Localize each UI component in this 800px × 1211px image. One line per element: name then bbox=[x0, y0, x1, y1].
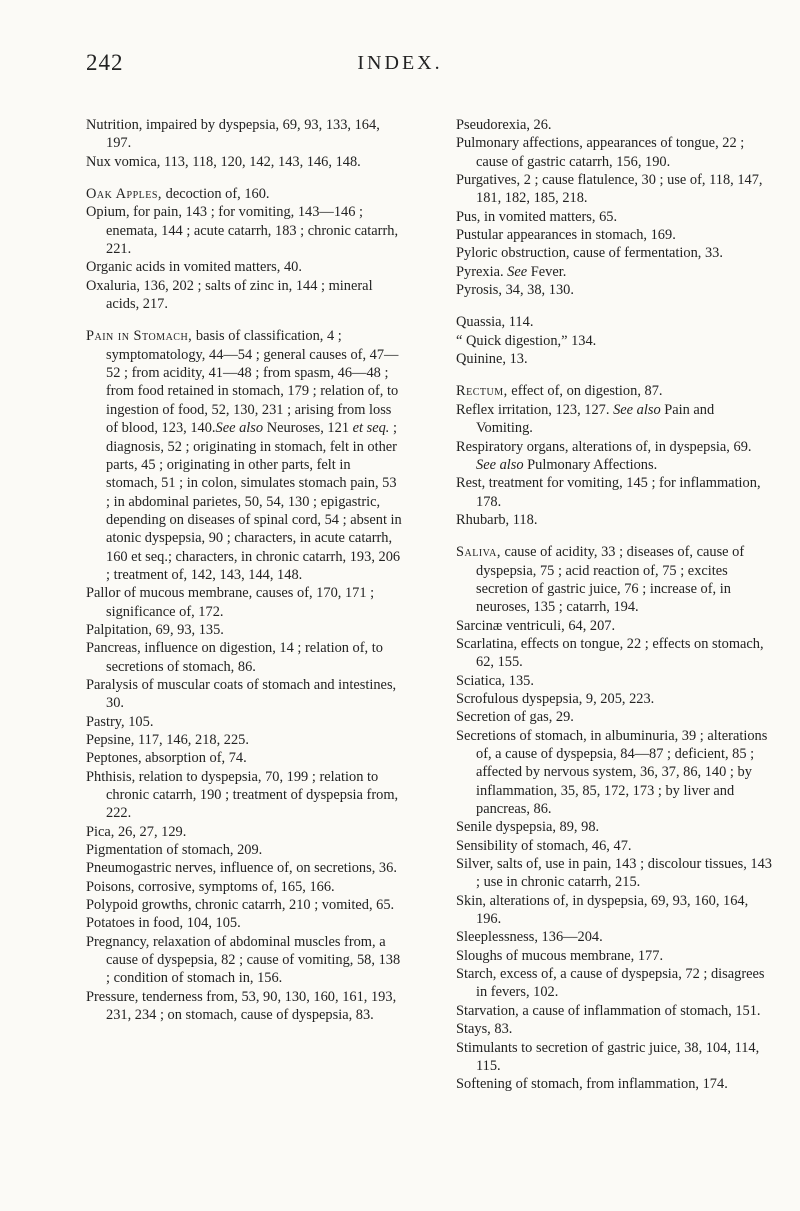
entry-text: tenderness from, 53, 90, 130, 160, 161, 193, 231, 234 ; on stomach, cause of dyspepsia, 83. bbox=[106, 988, 397, 1024]
entry-after: Neuroses, 121 bbox=[263, 420, 353, 437]
entry-head: Oxaluria, bbox=[86, 277, 140, 294]
entry-text: dyspepsia, 89, 98. bbox=[491, 819, 600, 836]
entry-text: of stomach, from inflammation, 174. bbox=[511, 1076, 728, 1093]
index-entry bbox=[86, 896, 404, 914]
index-entry bbox=[456, 171, 774, 208]
entry-head: Starch, bbox=[456, 966, 497, 983]
entry-head: Pregnancy, bbox=[86, 933, 150, 950]
entry-text: ventriculi, 64, 207. bbox=[502, 617, 616, 634]
entry-head: Quassia, bbox=[456, 314, 506, 331]
entry-head: Palpitation, bbox=[86, 621, 152, 638]
entry-etseq: et seq. bbox=[352, 420, 390, 437]
entry-head: Rectum, bbox=[456, 383, 508, 400]
entry-text: 83. bbox=[490, 1021, 513, 1038]
index-entry bbox=[456, 892, 774, 929]
index-entry bbox=[86, 914, 404, 932]
entry-text: 26. bbox=[529, 117, 552, 133]
entry-head: Rest, bbox=[456, 475, 486, 492]
entry-head: “ Quick bbox=[456, 332, 502, 349]
entry-text: 136, 202 ; salts of zinc in, 144 ; mineral acids, 217. bbox=[106, 277, 373, 313]
index-entry bbox=[86, 768, 404, 823]
index-entry bbox=[86, 277, 404, 314]
entry-text: of stomach, 46, 47. bbox=[517, 837, 632, 854]
entry-text: 117, 146, 218, 225. bbox=[134, 732, 249, 748]
entry-text: 114. bbox=[505, 314, 534, 331]
index-entry bbox=[86, 153, 404, 171]
index-entry bbox=[86, 859, 404, 877]
entry-text: influence on digestion, 14 ; relation of, to secretions of stomach, 86. bbox=[106, 640, 383, 675]
index-entry bbox=[456, 350, 774, 368]
entry-text: 135. bbox=[505, 672, 534, 689]
entry-head: Rhubarb, bbox=[456, 511, 510, 528]
entry-head: Poisons, bbox=[86, 878, 135, 895]
index-entry bbox=[86, 327, 404, 584]
entry-text: of mucous membrane, 177. bbox=[502, 947, 664, 964]
entry-text: corrosive, symptoms of, 165, 166. bbox=[134, 878, 335, 895]
entry-text: 136—204. bbox=[537, 929, 603, 946]
entry-head: Scrofulous bbox=[456, 690, 519, 707]
index-entry bbox=[456, 116, 774, 134]
entry-head: Pica, bbox=[86, 823, 115, 840]
entry-text: alterations of, in dyspepsia, 69, 93, 160, 164, 196. bbox=[476, 892, 749, 928]
entry-text: acids in vomited matters, 40. bbox=[132, 259, 302, 276]
entry-head: Opium, bbox=[86, 204, 130, 221]
entry-head: Scarlatina, bbox=[456, 635, 518, 652]
index-entry bbox=[456, 947, 774, 965]
entry-head: Pustular bbox=[456, 227, 504, 244]
entry-text: a cause of inflammation of stomach, 151. bbox=[518, 1002, 761, 1019]
entry-head: Pressure, bbox=[86, 988, 139, 1005]
index-entry bbox=[86, 203, 404, 258]
index-entry bbox=[456, 1039, 774, 1076]
index-entry bbox=[86, 116, 404, 153]
entry-head: Pyrosis, bbox=[456, 282, 502, 299]
entry-head: Pyloric bbox=[456, 245, 498, 262]
index-entry bbox=[86, 185, 404, 203]
index-entry bbox=[456, 672, 774, 690]
entry-text: 118. bbox=[509, 511, 538, 528]
index-entry bbox=[456, 635, 774, 672]
entry-head: Pseudorexia, bbox=[456, 117, 530, 133]
entry-text: obstruction, cause of fermentation, 33. bbox=[497, 245, 723, 262]
entry-text: growths, chronic catarrh, 210 ; vomited, 65. bbox=[137, 897, 395, 914]
entry-head: Reflex bbox=[456, 401, 495, 418]
index-entry bbox=[456, 134, 774, 171]
index-entry bbox=[86, 584, 404, 621]
entry-head: Polypoid bbox=[86, 897, 138, 914]
entry-text: effects on tongue, 22 ; effects on stomach, 62, 155. bbox=[476, 635, 764, 671]
index-entry bbox=[86, 988, 404, 1025]
entry-text: cause of acidity, 33 ; diseases of, cause of dyspepsia, 75 ; acid reaction of, 75 ; excites secretion of gastric juice, 76 ; increase of, in neuroses, 135 ; catarrh, 194. bbox=[476, 544, 745, 616]
entry-text: impaired by dyspepsia, 69, 93, 133, 164, 197. bbox=[106, 117, 380, 152]
entry-after: Pulmonary Affections. bbox=[523, 456, 658, 473]
index-entry bbox=[456, 474, 774, 511]
entry-see: See also bbox=[215, 420, 264, 437]
entry-text: salts of, use in pain, 143 ; discolour tissues, 143 ; use in chronic catarrh, 215. bbox=[476, 856, 773, 891]
index-entry bbox=[456, 438, 774, 475]
entry-text: in food, 104, 105. bbox=[134, 915, 241, 932]
entry-see: See also bbox=[613, 401, 661, 418]
entry-head: Paralysis bbox=[86, 676, 138, 693]
index-entry bbox=[86, 731, 404, 749]
entry-head: Starvation, bbox=[456, 1002, 519, 1019]
entry-text: of stomach, 209. bbox=[162, 842, 263, 859]
entry-text: absorption of, 74. bbox=[141, 750, 247, 767]
index-entry bbox=[86, 713, 404, 731]
entry-text: 105. bbox=[124, 713, 154, 730]
index-entry bbox=[86, 621, 404, 639]
entry-head: Secretions bbox=[456, 727, 516, 744]
entry-head: Sleeplessness, bbox=[456, 929, 538, 946]
entry-text: 26, 27, 129. bbox=[114, 823, 187, 840]
entry-text: of muscular coats of stomach and intestines, 30. bbox=[106, 676, 397, 712]
index-entry bbox=[456, 708, 774, 726]
entry-text: to secretion of gastric juice, 38, 104, 114, 115. bbox=[476, 1039, 760, 1074]
entry-text: decoction of, 160. bbox=[162, 186, 270, 203]
entry-text: 69, 93, 135. bbox=[151, 621, 224, 638]
entry-text: organs, alterations of, in dyspepsia, 69. bbox=[523, 438, 752, 455]
index-entry bbox=[86, 676, 404, 713]
index-entry bbox=[86, 841, 404, 859]
index-entry bbox=[86, 878, 404, 896]
entry-text: effect of, on digestion, 87. bbox=[507, 383, 663, 400]
entry-head: Pyrexia. bbox=[456, 263, 504, 280]
entry-head: Nux bbox=[86, 153, 111, 170]
index-entry bbox=[86, 823, 404, 841]
index-entry bbox=[86, 933, 404, 988]
index-column-left bbox=[86, 116, 404, 1025]
index-entry bbox=[456, 727, 774, 819]
index-entry bbox=[456, 226, 774, 244]
index-entry bbox=[456, 313, 774, 331]
index-entry bbox=[456, 511, 774, 529]
entry-head: Phthisis, bbox=[86, 768, 136, 785]
entry-head: Senile bbox=[456, 819, 492, 836]
entry-head: Organic bbox=[86, 259, 133, 276]
running-title: INDEX. bbox=[357, 52, 443, 74]
index-entry bbox=[456, 382, 774, 400]
index-entry bbox=[456, 244, 774, 262]
index-entry bbox=[456, 928, 774, 946]
index-entry bbox=[456, 543, 774, 616]
entry-head: Pepsine, bbox=[86, 732, 135, 748]
entry-head: Potatoes bbox=[86, 915, 135, 932]
entry-head: Softening bbox=[456, 1076, 512, 1093]
entry-head: Sloughs bbox=[456, 947, 503, 964]
entry-after: Fever. bbox=[527, 263, 567, 280]
page-number: 242 bbox=[86, 50, 124, 75]
entry-after: Pain and Vomiting. bbox=[476, 401, 715, 437]
entry-head: Pus, bbox=[456, 208, 481, 225]
entry-text: 34, 38, 130. bbox=[501, 282, 574, 299]
index-entry bbox=[456, 1020, 774, 1038]
entry-head: Peptones, bbox=[86, 750, 142, 767]
entry-text: excess of, a cause of dyspepsia, 72 ; disagrees in fevers, 102. bbox=[476, 966, 765, 1001]
entry-text: of gas, 29. bbox=[510, 709, 574, 726]
entry-head: Pain in Stomach, bbox=[86, 328, 193, 345]
entry-see: See bbox=[507, 263, 528, 280]
index-entry bbox=[86, 258, 404, 276]
entry-text: of mucous membrane, causes of, 170, 171 ; significance of, 172. bbox=[106, 585, 375, 620]
entry-text: treatment for vomiting, 145 ; for inflammation, 178. bbox=[476, 475, 761, 510]
index-entry bbox=[456, 965, 774, 1002]
index-entry bbox=[456, 401, 774, 438]
index-entry bbox=[456, 1075, 774, 1093]
entry-text: of stomach, in albuminuria, 39 ; alterations of, a cause of dyspepsia, 84—87 ; deficient, 85 ; affected by nervous system, 36, 37, 86, 140 ; by inflammation, 35, 85, 172, 173 ; by liver and pancreas, 86. bbox=[476, 727, 768, 818]
index-entry bbox=[86, 639, 404, 676]
entry-text: irritation, 123, 127. bbox=[494, 401, 614, 418]
entry-head: Pulmonary bbox=[456, 135, 520, 152]
entry-head: Pneumogastric bbox=[86, 860, 172, 877]
entry-text: vomica, 113, 118, 120, 142, 143, 146, 148. bbox=[110, 153, 361, 170]
entry-head: Saliva, bbox=[456, 544, 501, 561]
entry-head: Quinine, bbox=[456, 351, 506, 368]
entry-text: affections, appearances of tongue, 22 ; cause of gastric catarrh, 156, 190. bbox=[476, 135, 745, 170]
index-entry bbox=[86, 749, 404, 767]
entry-head: Sciatica, bbox=[456, 672, 506, 689]
entry-head: Stays, bbox=[456, 1021, 491, 1038]
entry-text: nerves, influence of, on secretions, 36. bbox=[171, 860, 397, 877]
entry-text: 13. bbox=[505, 351, 528, 368]
entry-head: Nutrition, bbox=[86, 117, 143, 133]
index-entry bbox=[456, 332, 774, 350]
entry-text: in vomited matters, 65. bbox=[480, 208, 618, 225]
entry-text: digestion,” 134. bbox=[501, 332, 597, 349]
index-entry bbox=[456, 837, 774, 855]
entry-head: Sensibility bbox=[456, 837, 518, 854]
entry-text: relation to dyspepsia, 70, 199 ; relation to chronic catarrh, 190 ; treatment of dyspepsia from, 222. bbox=[106, 768, 399, 822]
entry-head: Silver, bbox=[456, 856, 494, 873]
entry-head: Secretion bbox=[456, 709, 511, 726]
entry-head: Purgatives, bbox=[456, 172, 521, 189]
entry-head: Sarcinæ bbox=[456, 617, 503, 634]
index-entry bbox=[456, 263, 774, 281]
entry-tail: ; diagnosis, 52 ; originating in stomach, felt in other parts, 45 ; originating in other parts, felt in stomach, 51 ; in colon, simulates stomach pain, 53 ; in abdominal parietes, 50, 54, 130 ; epigastric, depending on diseases of spinal cord, 54 ; absent in atonic dyspepsia, 90 ; characters, in acute catarrh, 160 et seq.; characters, in chronic catarrh, 193, 206 ; treatment of, 142, 143, 144, 148. bbox=[106, 420, 402, 583]
entry-head: Oak Apples, bbox=[86, 186, 163, 203]
page-header bbox=[0, 50, 800, 82]
index-entry bbox=[456, 690, 774, 708]
entry-text: appearances in stomach, 169. bbox=[503, 227, 676, 244]
entry-text: basis of classification, 4 ; symptomatology, 44—54 ; general causes of, 47—52 ; from acidity, 41—48 ; from spasm, 46—48 ; from food retained in stomach, 179 ; relation of, to ingestion of food, 52, 130, 231 ; arising from loss of blood, 123, 140. bbox=[106, 328, 399, 437]
entry-text: relaxation of abdominal muscles from, a cause of dyspepsia, 82 ; cause of vomiting, 58, 138 ; condition of stomach in, 156. bbox=[106, 933, 401, 987]
index-entry bbox=[456, 1002, 774, 1020]
entry-head: Pancreas, bbox=[86, 640, 141, 657]
entry-see: See also bbox=[476, 456, 524, 473]
entry-head: Pigmentation bbox=[86, 842, 163, 859]
entry-head: Stimulants bbox=[456, 1039, 518, 1056]
index-column-right bbox=[456, 116, 774, 1094]
entry-head: Skin, bbox=[456, 892, 486, 909]
entry-head: Pastry, bbox=[86, 713, 125, 730]
index-entry bbox=[456, 855, 774, 892]
entry-text: 2 ; cause flatulence, 30 ; use of, 118, 147, 181, 182, 185, 218. bbox=[476, 172, 763, 207]
entry-text: for pain, 143 ; for vomiting, 143—146 ; enemata, 144 ; acute catarrh, 183 ; chronic catarrh, 221. bbox=[106, 204, 399, 258]
index-entry bbox=[456, 617, 774, 635]
index-entry bbox=[456, 281, 774, 299]
index-entry bbox=[456, 208, 774, 226]
entry-head: Pallor bbox=[86, 585, 121, 602]
entry-text: dyspepsia, 9, 205, 223. bbox=[518, 690, 655, 707]
entry-head: Respiratory bbox=[456, 438, 524, 455]
index-entry bbox=[456, 818, 774, 836]
